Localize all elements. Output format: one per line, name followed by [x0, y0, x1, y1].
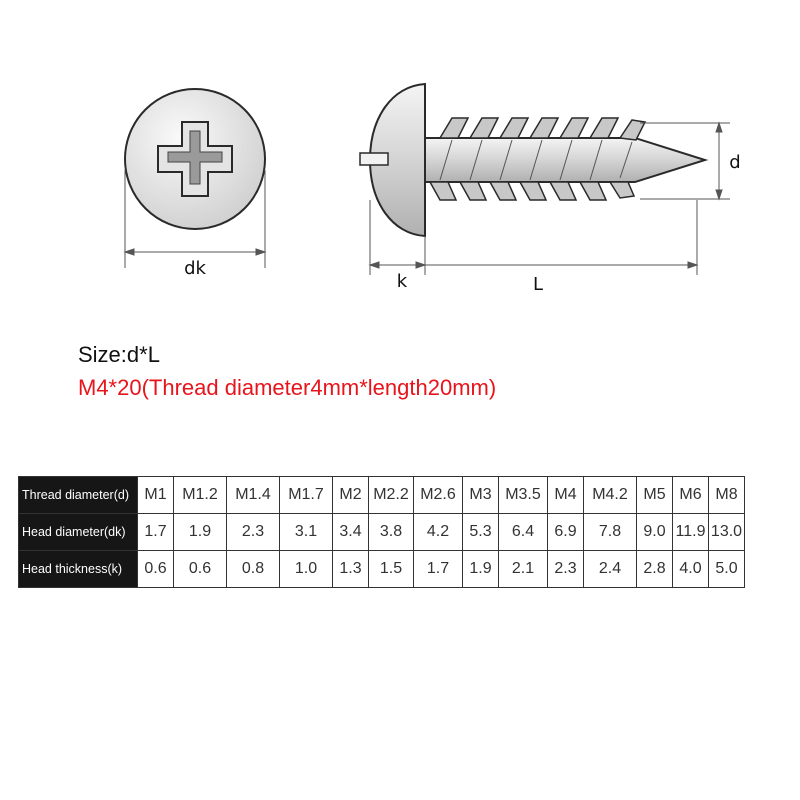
table-cell: M1.7	[280, 477, 333, 514]
table-cell: M4.2	[584, 477, 637, 514]
table-cell: 5.0	[709, 551, 745, 588]
k-label: k	[396, 271, 408, 292]
table-cell: 6.9	[548, 514, 584, 551]
table-cell: M2.2	[369, 477, 414, 514]
head-diameter-row	[19, 514, 745, 551]
table-cell: 3.4	[333, 514, 369, 551]
table-cell: 5.3	[463, 514, 499, 551]
size-format-text: Size:d*L	[78, 342, 160, 367]
table-cell: 1.5	[369, 551, 414, 588]
table-cell: 1.9	[174, 514, 227, 551]
table-cell: 1.7	[138, 514, 174, 551]
row-header: Head diameter(dk)	[19, 514, 138, 551]
table-cell: M2	[333, 477, 369, 514]
table-cell: 0.8	[227, 551, 280, 588]
table-cell: 7.8	[584, 514, 637, 551]
table-cell: 1.9	[463, 551, 499, 588]
table-cell: M1	[138, 477, 174, 514]
table-cell: M3.5	[499, 477, 548, 514]
table-cell: 4.0	[673, 551, 709, 588]
l-label: L	[532, 274, 544, 295]
table-cell: M1.2	[174, 477, 227, 514]
table-cell: M8	[709, 477, 745, 514]
table-cell: M2.6	[414, 477, 463, 514]
table-cell: 2.8	[637, 551, 673, 588]
table-cell: 0.6	[174, 551, 227, 588]
size-spec-table	[18, 476, 745, 588]
table-cell: 11.9	[673, 514, 709, 551]
table-cell: M6	[673, 477, 709, 514]
table-cell: 1.0	[280, 551, 333, 588]
table-cell: M1.4	[227, 477, 280, 514]
row-header: Thread diameter(d)	[19, 477, 138, 514]
row-header: Head thickness(k)	[19, 551, 138, 588]
head-thickness-row	[19, 551, 745, 588]
table-cell: M4	[548, 477, 584, 514]
screw-head-top-view	[125, 89, 265, 229]
table-cell: 1.3	[333, 551, 369, 588]
table-cell: 9.0	[637, 514, 673, 551]
table-cell: 6.4	[499, 514, 548, 551]
thread-diameter-row	[19, 477, 745, 514]
table-cell: 13.0	[709, 514, 745, 551]
table-cell: M5	[637, 477, 673, 514]
table-cell: 1.7	[414, 551, 463, 588]
size-example-text: M4*20(Thread diameter4mm*length20mm)	[78, 375, 497, 400]
screw-side-view	[360, 84, 705, 236]
table-cell: M3	[463, 477, 499, 514]
table-cell: 4.2	[414, 514, 463, 551]
table-cell: 2.4	[584, 551, 637, 588]
dk-label: dk	[184, 258, 206, 279]
table-cell: 2.1	[499, 551, 548, 588]
d-label: d	[729, 152, 741, 173]
table-cell: 3.8	[369, 514, 414, 551]
table-cell: 2.3	[548, 551, 584, 588]
screw-dimension-diagram	[0, 0, 800, 320]
table-cell: 0.6	[138, 551, 174, 588]
table-cell: 2.3	[227, 514, 280, 551]
table-cell: 3.1	[280, 514, 333, 551]
